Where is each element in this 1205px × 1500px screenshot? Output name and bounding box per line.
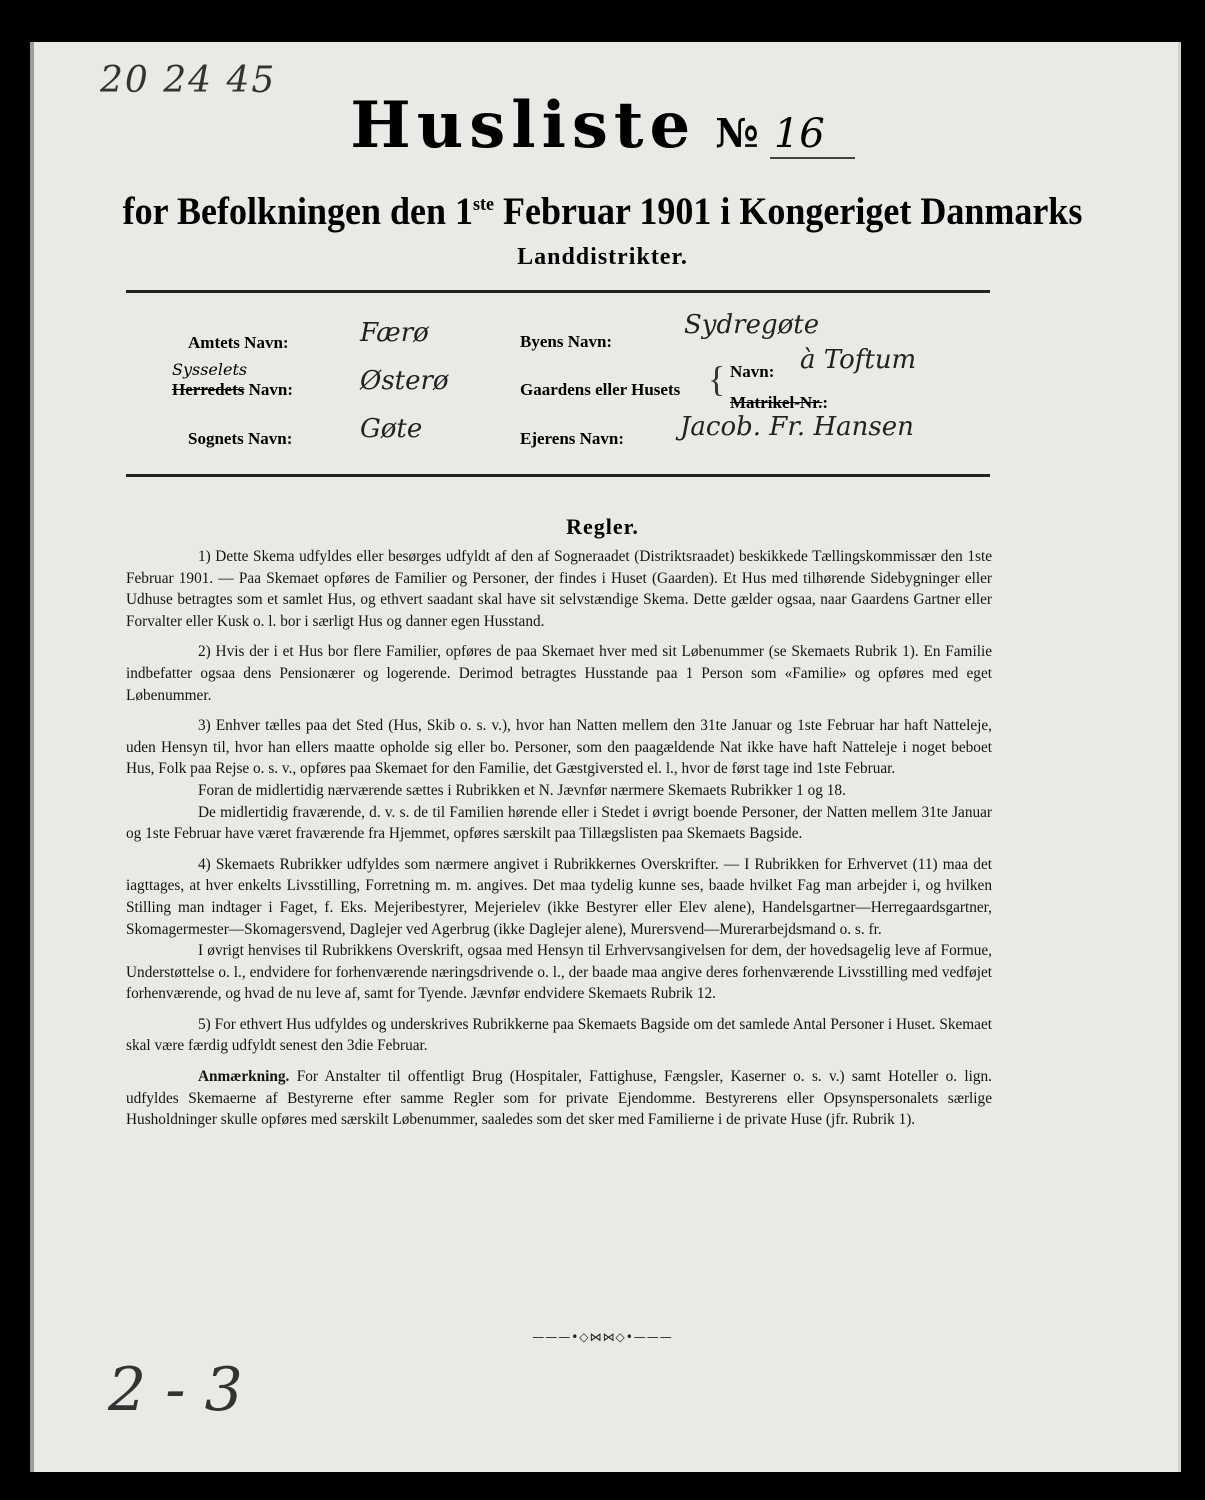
gaard-navn-value: à Toftum bbox=[800, 345, 917, 375]
gaard-label: Gaardens eller Husets bbox=[520, 380, 681, 399]
herred-value: Østerø bbox=[360, 366, 449, 396]
rule-1: 1) Dette Skema udfyldes eller besørges udfyldt af den af Sogneraadet (Distriktsraadet) beskikkede Tællingskommissær den 1ste Februar 1901. — Paa Skemaet opføres de Familier og Personer, der findes i Huset (Gaarden). Et Hus med tilhørende Sidebygninger eller Udhuse betragtes som et samlet Hus, og ethvert saadant skal have sit selvstændige Skema. Dette gælder ogsaa, naar Gaardens Gartner eller Forvalter eller Kusk o. l. bor i særligt Hus og danner egen Husstand. bbox=[126, 548, 992, 630]
rule-4-cont: I øvrigt henvises til Rubrikkens Overskrift, ogsaa med Hensyn til Erhvervsangivelsen for dem, der hovedsagelig leve af Formue, Understøttelse o. l., endvidere for forhenværende næringsdrivende o. l., der baade maa angive deres forhenværende Livsstilling med vedføjet forhenværende, og hvad de nu leve af, samt for Tyende. Jævnfør endvidere Skemaets Rubrik 12. bbox=[126, 942, 992, 1003]
amt-value: Færø bbox=[360, 318, 429, 348]
rules-title: Regler. bbox=[566, 514, 639, 539]
rule-5: 5) For ethvert Hus udfyldes og underskrives Rubrikkerne paa Skemaets Bagside om det samlede Antal Personer i Huset. Skemaet skal være færdig udfyldt senest den 3die Februar. bbox=[126, 1015, 992, 1055]
title-row bbox=[0, 88, 1205, 163]
gaard-matrikel-label bbox=[730, 393, 828, 413]
top-divider bbox=[126, 290, 990, 293]
note-label: Anmærkning. bbox=[198, 1068, 290, 1086]
matrikel-struck: Matrikel-Nr. bbox=[730, 393, 823, 412]
subtitle-post: Februar 1901 i Kongeriget Danmarks bbox=[494, 189, 1083, 233]
page-title: Husliste bbox=[350, 88, 697, 163]
rule-4: 4) Skemaets Rubrikker udfyldes som nærmere angivet i Rubrikkernes Overskrifter. — I Rubrikken for Erhvervet (11) maa det iagttages, at hver enkelts Livsstilling, Forretning m. m. angives. Det maa tydelig kunne ses, baade hvilket Fag man arbejder i, og hvilken Stilling man indtager i Faget, f. Eks. Mejeribestyrer, Mejerielev (ikke Bestyrer eller Elev alene), Handelsgartner—Herregaardsgartner, Skomagermester—Skomagersvend, Daglejer ved Agerbrug (ikke Daglejer alene), Murersvend—Murerarbejdsmand o. s. fr. bbox=[126, 855, 992, 938]
herred-label-struck: Herredets bbox=[172, 380, 245, 399]
by-label: Byens Navn: bbox=[520, 332, 613, 351]
handwritten-list-number: 16 bbox=[770, 111, 855, 159]
gaard-navn-label: Navn: bbox=[730, 362, 775, 381]
subtitle bbox=[0, 188, 1205, 233]
amt-label: Amtets Navn: bbox=[188, 333, 289, 352]
subtitle-pre: for Befolkningen den 1 bbox=[122, 189, 474, 233]
matrikel-rest: : bbox=[822, 393, 829, 412]
sogn-value: Gøte bbox=[360, 414, 423, 444]
number-label: № bbox=[715, 110, 759, 157]
handwritten-corner-numbers: 20 24 45 bbox=[100, 60, 277, 101]
herred-label-handwritten: Sysselets bbox=[172, 360, 248, 379]
rule-3-cont-1: Foran de midlertidig nærværende sættes i Rubrikken et N. Jævnfør nærmere Skemaets Rubrikker 1 og 18. bbox=[198, 781, 846, 799]
district-heading: Landdistrikter. bbox=[517, 244, 688, 270]
rules-body bbox=[126, 546, 992, 1140]
ornament-divider: ———•◇⋈⋈◇•——— bbox=[532, 1330, 673, 1344]
subtitle-sup: ste bbox=[473, 192, 495, 215]
herred-label-rest: Navn: bbox=[248, 380, 294, 399]
note bbox=[126, 1066, 992, 1131]
rule-2: 2) Hvis der i et Hus bor flere Familier, opføres de paa Skemaet hver med sit Løbenummer (se Skemaets Rubrik 1). En Familie indbefatter ogsaa dens Pensionærer og logerende. Derimod betragtes Husstande paa 1 Person som «Familie» og opføres med eget Løbenummer. bbox=[126, 643, 992, 704]
handwritten-bottom-numbers: 2 - 3 bbox=[108, 1355, 243, 1425]
sogn-label: Sognets Navn: bbox=[188, 429, 293, 448]
ejer-label: Ejerens Navn: bbox=[520, 429, 625, 448]
herred-label bbox=[172, 380, 293, 400]
note-text: For Anstalter til offentligt Brug (Hospitaler, Fattighuse, Fængsler, Kaserner o. s. v.) samt Hoteller o. lign. udfyldes Skemaerne af Bestyrerne efter samme Regler som for private Ejendomme. Bestyrerens eller Opsynspersonalets særlige Husholdninger skulle opføres med særskilt Løbenummer, saaledes som det sker med Familierne i de private Huse (jfr. Rubrik 1). bbox=[126, 1068, 992, 1129]
by-value: Sydregøte bbox=[684, 310, 820, 340]
ejer-value: Jacob. Fr. Hansen bbox=[680, 412, 914, 442]
rule-3: 3) Enhver tælles paa det Sted (Hus, Skib o. s. v.), hvor han Natten mellem den 31te Januar og 1ste Februar har haft Natteleje, uden Hensyn til, hvor han ellers maatte opholde sig eller bo. Personer, som den paagældende Nat ikke have haft Natteleje i noget beboet Hus, Folk paa Rejse o. s. v., opføres paa Skemaet for den Familie, det Gæstgiversted el. l., hvor de først tage ind 1ste Februar. bbox=[126, 717, 992, 778]
bottom-divider bbox=[126, 474, 990, 477]
rule-3-cont-2: De midlertidig fraværende, d. v. s. de til Familien hørende eller i Stedet i øvrigt boende Personer, der Natten mellem 31te Januar og 1ste Februar have været fraværende fra Hjemmet, opføres særskilt paa Tillægslisten paa Skemaets Bagside. bbox=[126, 803, 992, 843]
brace-glyph: { bbox=[708, 359, 726, 399]
